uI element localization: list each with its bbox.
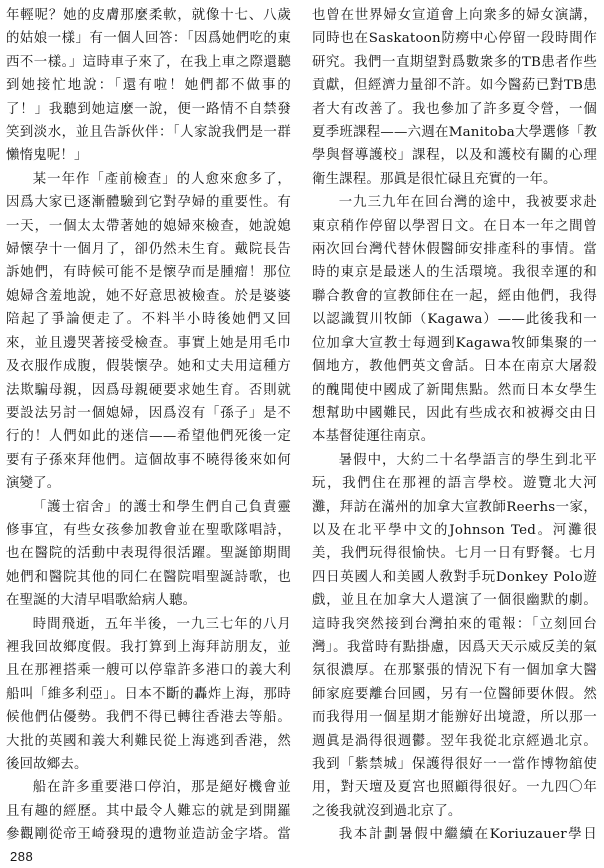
right-paragraph-1: 也曾在世界婦女宣道會上向衆多的婦女演講，同時也在Saskatoon防癆中心停留一段時間作研究。我們一直期望對爲數衆多的TB患者作些貢獻，但經濟力量卻不許。如今醫葯已對TB患者大有改善了。我也參加了許多夏令營，一個夏季班課程——六週在Manitoba大學選修「教學與督導護校」課程，以及和護校有關的心理衛生課程。那眞是很忙碌且充實的一年。 [312, 8, 597, 187]
left-paragraph-1: 年輕呢？她的皮膚那麼柔軟，就像十七、八歲的姑娘一樣」有一個人回答：「因爲她們吃的東西不一樣。」這時車子來了，在我上車之際還聽到她接忙地說：「還有啦！她們都不做事的了！」我聽到她這麼一說，便一路情不自禁發笑到淡水，並且告訴伙伴：「人家說我們是一群懶惰鬼呢！」 [6, 8, 291, 164]
right-paragraph-2: 一九三九年在回台灣的途中，我被要求赴東京稍作停留以學習日文。在日本一年之間曾兩次回台灣代替休假醫師安排產科的事情。當時的東京是最迷人的生活環境。我很幸運的和聯合教會的宣教師住在一起，經由他們，我得以認識賀川牧師（Kagawa）——此後我和一位加拿大宣教士每週到Kagawa牧師集聚的一個地方，教他們英文會話。日本在南京大屠殺的醜聞使中國成了新聞焦點。然而日本女學生想幫助中國難民，因此有些成衣和被褥交由日本基督徒運往南京。 [312, 195, 597, 445]
right-paragraph-3: 暑假中，大約二十名學語言的學生到北平玩，我們住在那裡的語言學校。遊覽北大河灘，拜訪在滿州的加拿大宣教師Reerhs一家，以及在北平學中文的Johnson Ted。河灘很美，我們玩得很愉快。七月一日有野餐。七月四日英國人和美國人敎對手玩Donkey Polo遊戲，並且在加拿大人還演了一個很幽默的劇。這時我突然接到台灣拍來的電報：「立刻回台灣」。我當時有點掛慮，因爲天天示威反美的氣氛很濃厚。在那緊張的情況下有一個加拿大醫師家庭要離台回國，另有一位醫師要休假。然而我得用一個星期才能辦好出境證，所以那一週眞是渦得很週鬱。翌年我從北京經過北京。我到「紫禁城」保護得很好一一當作博物舘使用，對天壇及夏宮也照顧得很好。一九四〇年之後我就沒到過北京了。 [312, 452, 597, 819]
left-paragraph-2: 某一年作「產前檢查」的人愈來愈多了，因爲大家已逐漸體驗到它對孕婦的重要性。有一天，一個太太帶著她的媳婦來檢查，她說媳婦懷孕十一個月了，卻仍然未生育。戴院長告訴她們，有時候可能不是懷孕而是腫瘤！那位媳婦含羞地說，她不好意思被檢查。於是婆婆陪起了爭論便走了。不料半小時後她們又回來，並且邊哭著接受檢查。事實上她是用毛巾及衣服作成腹，假裝懷孕。她和丈夫用這種方法欺騙母親，因爲母親硬要求她生育。否則就要設法另討一個媳婦，因爲沒有「孫子」是不行的！人們如此的迷信——希望他們死後一定要有子孫來拜他們。這個故事不曉得後來如何演變了。 [6, 171, 291, 492]
left-column [6, 4, 291, 844]
left-paragraph-5: 船在許多重要港口停泊，那是絕好機會並且有趣的經歷。其中最令人難忘的就是到開羅參觀剛從帝王崎發現的遺物並造訪金字塔。當 [6, 780, 291, 843]
right-column [312, 4, 597, 844]
page-number: 288 [10, 849, 34, 864]
left-paragraph-4: 時間飛逝，五年半後，一九三七年的八月裡我回故鄉度假。我打算到上海拜訪朋友，並且在那裡搭乘一艘可以停靠許多港口的義大利船叫「維多利亞」。日本不斷的轟炸上海，那時候他們佔優勢。我們不得已轉往香港去等船。大批的英國和義大利難民從上海逃到香港，然後回故鄉去。 [6, 616, 291, 772]
right-paragraph-4: 我本計劃暑假中繼續在Koriuzauer學日 [338, 827, 597, 843]
left-paragraph-3: 「護士宿舍」的護士和學生們自己負責靈修事宜，有些女孩參加教會並在聖歌隊唱詩，也在醫院的活動中表現得很活躍。聖誕節期間她們和醫院其他的同仁在醫院唱聖誕詩歌，也在聖誕的大清早唱歌給病人聽。 [6, 499, 291, 609]
